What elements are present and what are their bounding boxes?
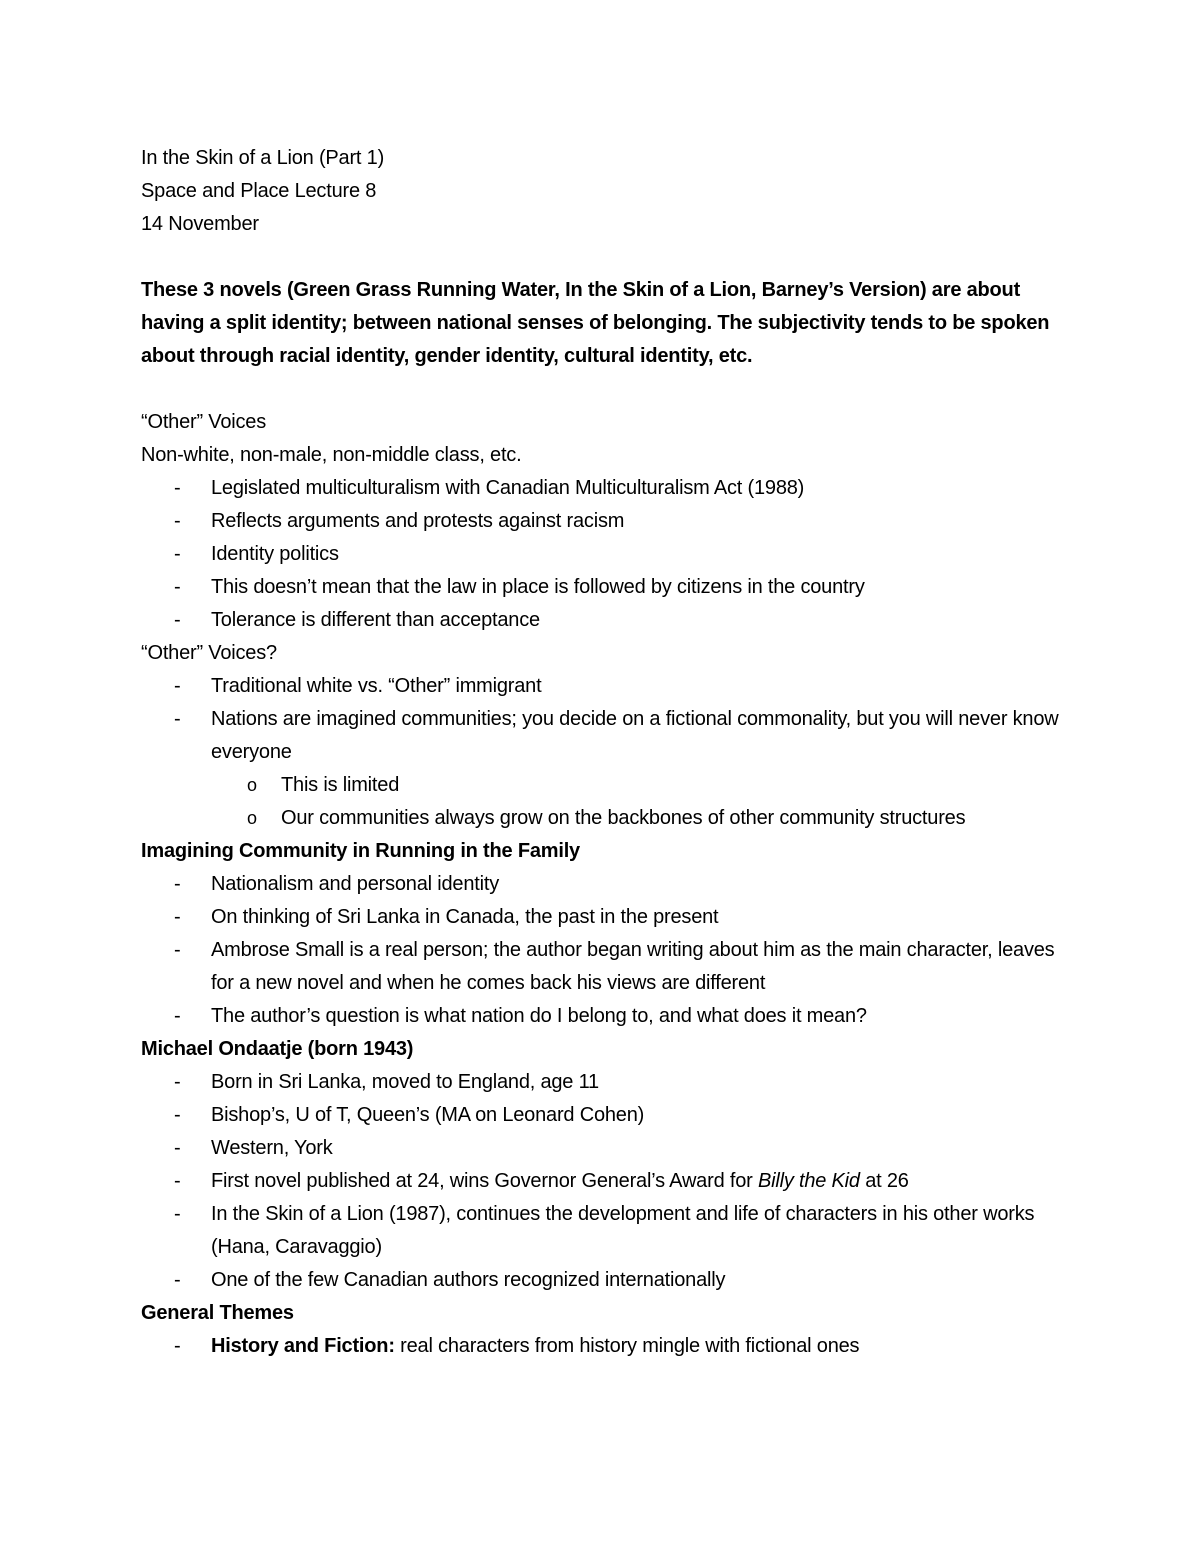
course-label: Space and Place Lecture 8 [141, 180, 377, 202]
dash-marker: - [174, 708, 181, 730]
spacer [141, 373, 1081, 406]
dash-marker: - [174, 510, 181, 532]
section-heading-general-themes: General Themes [141, 1302, 294, 1324]
dash-marker: - [174, 1335, 181, 1357]
spacer [141, 241, 1081, 274]
section-heading-imagining-community: Imagining Community in Running in the Family [141, 840, 580, 862]
list-item: - Reflects arguments and protests against racism [141, 505, 1081, 538]
list-item: - First novel published at 24, wins Governor General’s Award for Billy the Kid at 26 [141, 1165, 1081, 1198]
sub-list-item: o This is limited [211, 769, 1081, 802]
list-item: - History and Fiction: real characters from history mingle with fictional ones [141, 1330, 1081, 1363]
circle-marker: o [247, 775, 257, 795]
lecture-date: 14 November [141, 213, 259, 235]
general-themes-list [141, 1330, 1081, 1363]
section-heading-other-voices: “Other” Voices [141, 411, 267, 433]
theme-label: History and Fiction: [211, 1335, 395, 1357]
document-body [141, 142, 1081, 1363]
list-item: - The author’s question is what nation do I belong to, and what does it mean? [141, 1000, 1081, 1033]
circle-marker: o [247, 808, 257, 828]
list-item: - Tolerance is different than acceptance [141, 604, 1081, 637]
list-item: - Legislated multiculturalism with Canadian Multiculturalism Act (1988) [141, 472, 1081, 505]
dash-marker: - [174, 675, 181, 697]
book-title-italic: Billy the Kid [757, 1170, 860, 1192]
dash-marker: - [174, 1269, 181, 1291]
dash-marker: - [174, 1203, 181, 1225]
list-item: - Bishop’s, U of T, Queen’s (MA on Leonard Cohen) [141, 1099, 1081, 1132]
dash-marker: - [174, 1104, 181, 1126]
intro-paragraph: These 3 novels (Green Grass Running Water, In the Skin of a Lion, Barney’s Version) are about having a split identity; between national senses of belonging. The subjectivity tends to be spoken about through racial identity, gender identity, cultural identity, etc. [141, 279, 1050, 367]
list-item: - Nations are imagined communities; you decide on a fictional commonality, but you will never know everyone [141, 703, 1081, 769]
section-heading-ondaatje: Michael Ondaatje (born 1943) [141, 1038, 414, 1060]
list-item: - On thinking of Sri Lanka in Canada, the past in the present [141, 901, 1081, 934]
imagining-community-list [141, 868, 1081, 1033]
dash-marker: - [174, 609, 181, 631]
section-heading-other-voices-question: “Other” Voices? [141, 642, 277, 664]
section-subheading: Non-white, non-male, non-middle class, etc. [141, 444, 522, 466]
ondaatje-list [141, 1066, 1081, 1297]
list-item: - Identity politics [141, 538, 1081, 571]
list-item: - Traditional white vs. “Other” immigrant [141, 670, 1081, 703]
dash-marker: - [174, 873, 181, 895]
list-item: - Nationalism and personal identity [141, 868, 1081, 901]
dash-marker: - [174, 543, 181, 565]
dash-marker: - [174, 576, 181, 598]
document-title: In the Skin of a Lion (Part 1) [141, 147, 385, 169]
sub-list [141, 769, 1081, 835]
other-voices-list [141, 472, 1081, 637]
dash-marker: - [174, 1170, 181, 1192]
list-item: - This doesn’t mean that the law in place is followed by citizens in the country [141, 571, 1081, 604]
dash-marker: - [174, 1137, 181, 1159]
list-item: - Born in Sri Lanka, moved to England, age 11 [141, 1066, 1081, 1099]
list-item: - In the Skin of a Lion (1987), continues the development and life of characters in his other works (Hana, Caravaggio) [141, 1198, 1081, 1264]
list-item: - Ambrose Small is a real person; the author began writing about him as the main character, leaves for a new novel and when he comes back his views are different [141, 934, 1081, 1000]
dash-marker: - [174, 906, 181, 928]
sub-list-item: o Our communities always grow on the backbones of other community structures [211, 802, 1081, 835]
other-voices-question-list [141, 670, 1081, 769]
dash-marker: - [174, 477, 181, 499]
dash-marker: - [174, 1005, 181, 1027]
dash-marker: - [174, 1071, 181, 1093]
list-item: - Western, York [141, 1132, 1081, 1165]
list-item: - One of the few Canadian authors recognized internationally [141, 1264, 1081, 1297]
dash-marker: - [174, 939, 181, 961]
